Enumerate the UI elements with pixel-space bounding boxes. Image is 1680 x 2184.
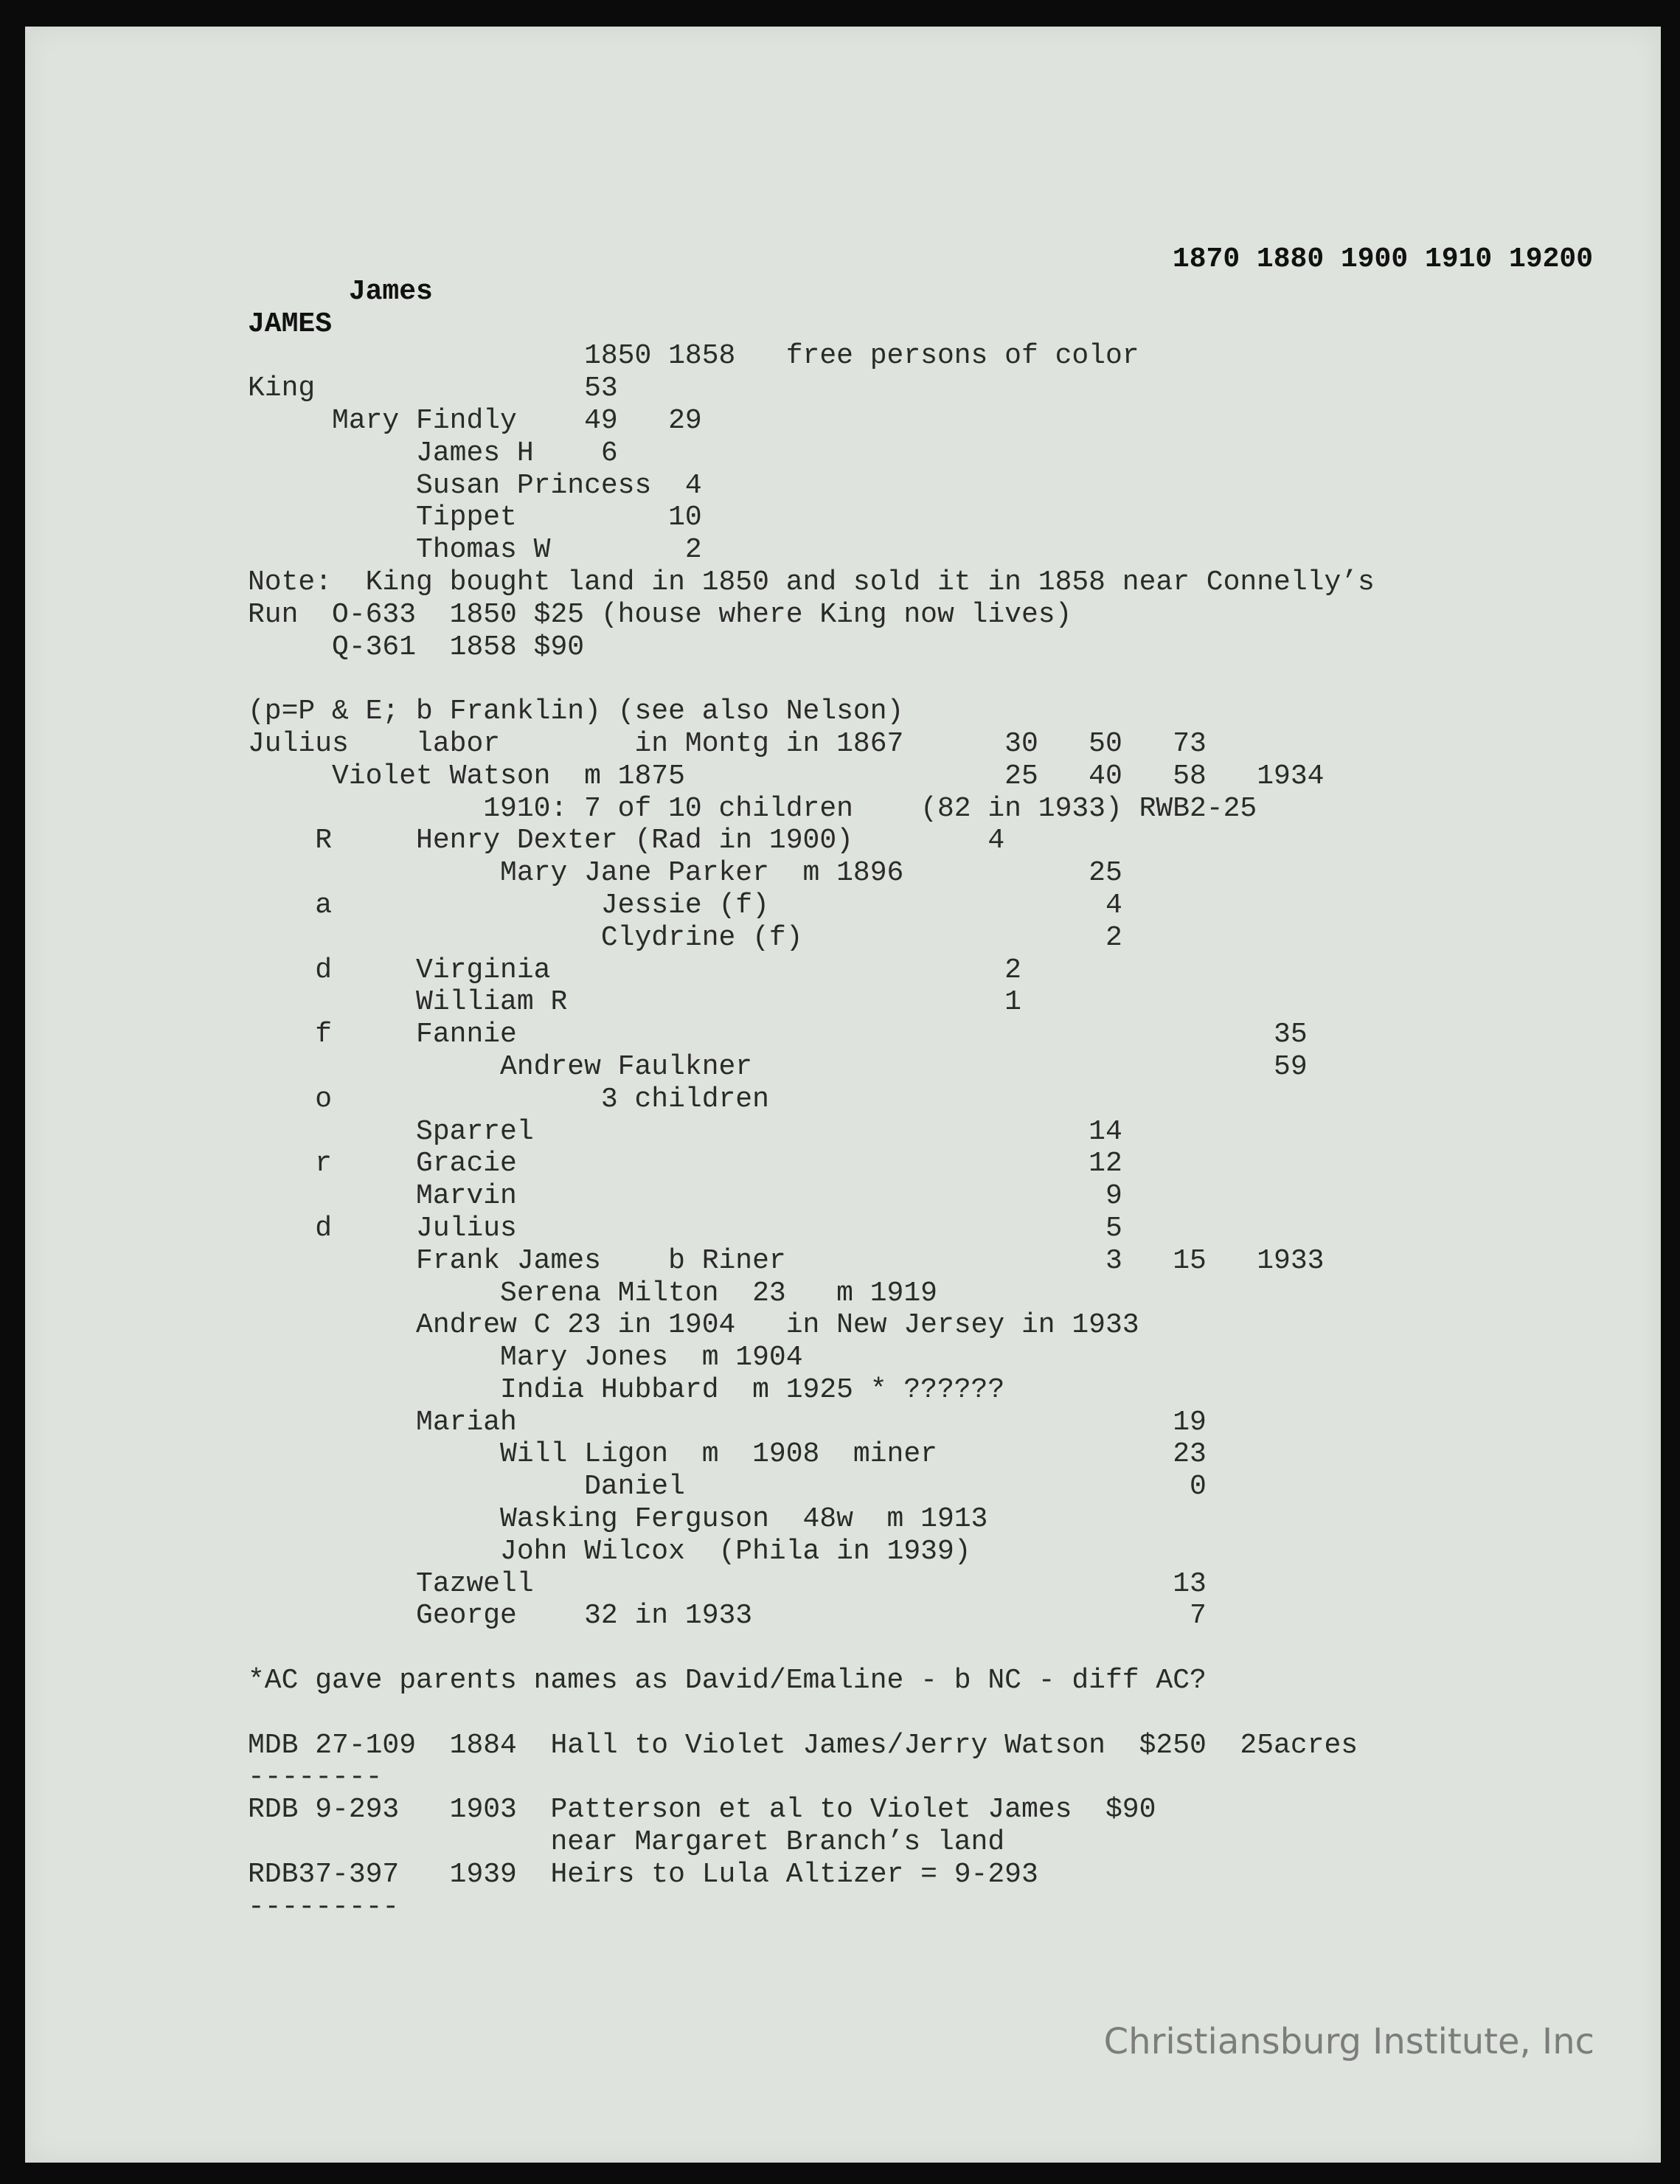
record-line: *AC gave parents names as David/Emaline - b NC - diff AC? xyxy=(248,1665,1207,1697)
record-line: r Gracie 12 xyxy=(248,1148,1122,1180)
record-line: James H 6 xyxy=(248,437,618,469)
record-text xyxy=(248,243,1593,1923)
record-line: a Jessie (f) 4 xyxy=(248,889,1122,921)
record-line: George 32 in 1933 7 xyxy=(248,1600,1207,1632)
record-line: Julius labor in Montg in 1867 30 50 73 xyxy=(248,727,1207,760)
section-heading: JAMES xyxy=(248,308,333,340)
record-line: India Hubbard m 1925 * ?????? xyxy=(248,1373,1005,1406)
record-line: RDB37-397 1939 Heirs to Lula Altizer = 9-293 xyxy=(248,1858,1038,1890)
record-line: Daniel 0 xyxy=(248,1471,1207,1503)
record-line: Marvin 9 xyxy=(248,1180,1122,1213)
record-line: Tippet 10 xyxy=(248,502,702,534)
record-line: Will Ligon m 1908 miner 23 xyxy=(248,1438,1207,1471)
record-line: MDB 27-109 1884 Hall to Violet James/Jerry Watson $250 25acres xyxy=(248,1729,1358,1761)
watermark: Christiansburg Institute, Inc xyxy=(1103,2021,1594,2062)
record-line: Mariah 19 xyxy=(248,1406,1207,1438)
record-line: Violet Watson m 1875 25 40 58 1934 xyxy=(248,760,1325,792)
record-line: William R 1 xyxy=(248,986,1021,1019)
record-line: King 53 xyxy=(248,372,618,405)
record-line: Andrew C 23 in 1904 in New Jersey in 1933 xyxy=(248,1309,1139,1342)
record-line: R Henry Dexter (Rad in 1900) 4 xyxy=(248,825,1005,857)
record-line: Mary Jones m 1904 xyxy=(248,1342,803,1374)
record-line: 1910: 7 of 10 children (82 in 1933) RWB2-25 xyxy=(248,792,1257,825)
record-line: Run O-633 1850 $25 (house where King now lives) xyxy=(248,598,1072,631)
record-line: RDB 9-293 1903 Patterson et al to Violet James $90 xyxy=(248,1794,1156,1826)
record-line: Mary Findly 49 29 xyxy=(248,404,702,437)
document-page xyxy=(25,27,1661,2163)
record-line: --------- xyxy=(248,1890,400,1923)
record-line: Note: King bought land in 1850 and sold it in 1858 near Connelly’s xyxy=(248,566,1375,598)
record-line xyxy=(248,1632,1546,1665)
record-lines xyxy=(248,308,1546,1924)
record-line: d Julius 5 xyxy=(248,1212,1122,1244)
record-line: 1850 1858 free persons of color xyxy=(248,340,1139,372)
record-line: near Margaret Branch’s land xyxy=(248,1826,1005,1859)
record-line: Wasking Ferguson 48w m 1913 xyxy=(248,1503,988,1536)
record-line: Tazwell 13 xyxy=(248,1567,1207,1600)
record-line: -------- xyxy=(248,1761,383,1794)
record-line: Susan Princess 4 xyxy=(248,469,702,502)
record-line: Clydrine (f) 2 xyxy=(248,921,1122,954)
record-line: (p=P & E; b Franklin) (see also Nelson) xyxy=(248,696,904,728)
header-line xyxy=(248,243,1593,308)
record-line xyxy=(248,1697,1546,1730)
record-line: John Wilcox (Phila in 1939) xyxy=(248,1535,971,1567)
record-line: Thomas W 2 xyxy=(248,534,702,566)
record-line: f Fannie 35 xyxy=(248,1019,1308,1051)
record-line: o 3 children xyxy=(248,1083,769,1115)
record-line: Serena Milton 23 m 1919 xyxy=(248,1277,937,1309)
record-line xyxy=(248,663,1546,696)
record-line: Andrew Faulkner 59 xyxy=(248,1050,1308,1083)
record-line: Sparrel 14 xyxy=(248,1115,1122,1148)
record-line: Frank James b Riner 3 15 1933 xyxy=(248,1244,1325,1277)
census-years-header: 1870 1880 1900 1910 19200 xyxy=(1172,243,1593,275)
surname-title: James xyxy=(348,275,433,308)
record-line: Q-361 1858 $90 xyxy=(248,631,585,663)
record-line: d Virginia 2 xyxy=(248,954,1021,986)
record-line: Mary Jane Parker m 1896 25 xyxy=(248,857,1122,890)
